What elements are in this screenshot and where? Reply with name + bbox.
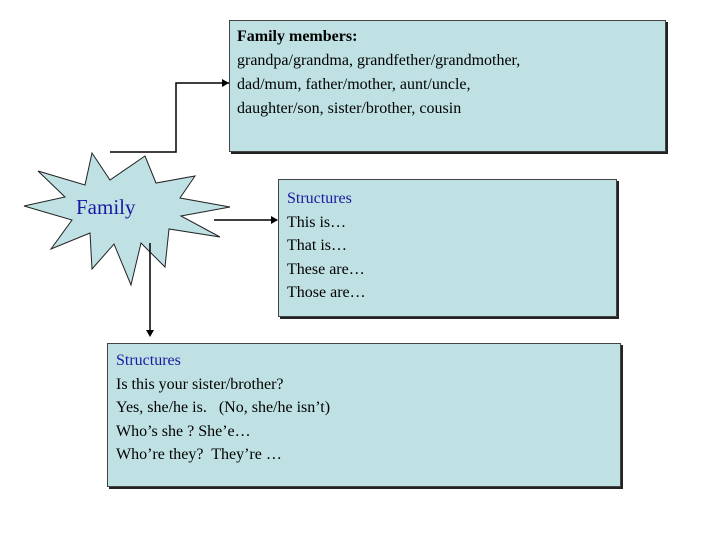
- connector-to-members: [110, 83, 229, 152]
- members-heading: Family members:: [237, 28, 358, 45]
- family-members-box: [229, 20, 666, 152]
- members-line: grandpa/grandma, grandfether/grandmother,: [237, 52, 521, 69]
- structures-1-line: These are…: [287, 260, 365, 278]
- structures-2-line: Yes, she/he is. (No, she/he isn’t): [116, 399, 331, 416]
- structures-1-line: Those are…: [287, 284, 366, 301]
- structures-2-line: Who’s she ? She’e…: [116, 422, 251, 440]
- members-line: daughter/son, sister/brother, cousin: [237, 100, 462, 117]
- structures-1-line: That is…: [287, 237, 347, 254]
- structures-1-line: This is…: [287, 213, 347, 231]
- structures-2-line: Is this your sister/brother?: [116, 375, 284, 393]
- family-label: Family: [76, 195, 136, 219]
- arrowhead-structures-1: [271, 216, 278, 224]
- structures-box-2: [107, 343, 621, 487]
- structures-1-heading: Structures: [287, 190, 352, 207]
- structures-2-line: Who’re they? They’re …: [116, 446, 282, 463]
- structures-box-1: [278, 179, 617, 317]
- arrowhead-members: [222, 79, 229, 87]
- arrowhead-structures-2: [146, 330, 154, 337]
- members-line: dad/mum, father/mother, aunt/uncle,: [237, 76, 471, 93]
- structures-2-heading: Structures: [116, 352, 181, 369]
